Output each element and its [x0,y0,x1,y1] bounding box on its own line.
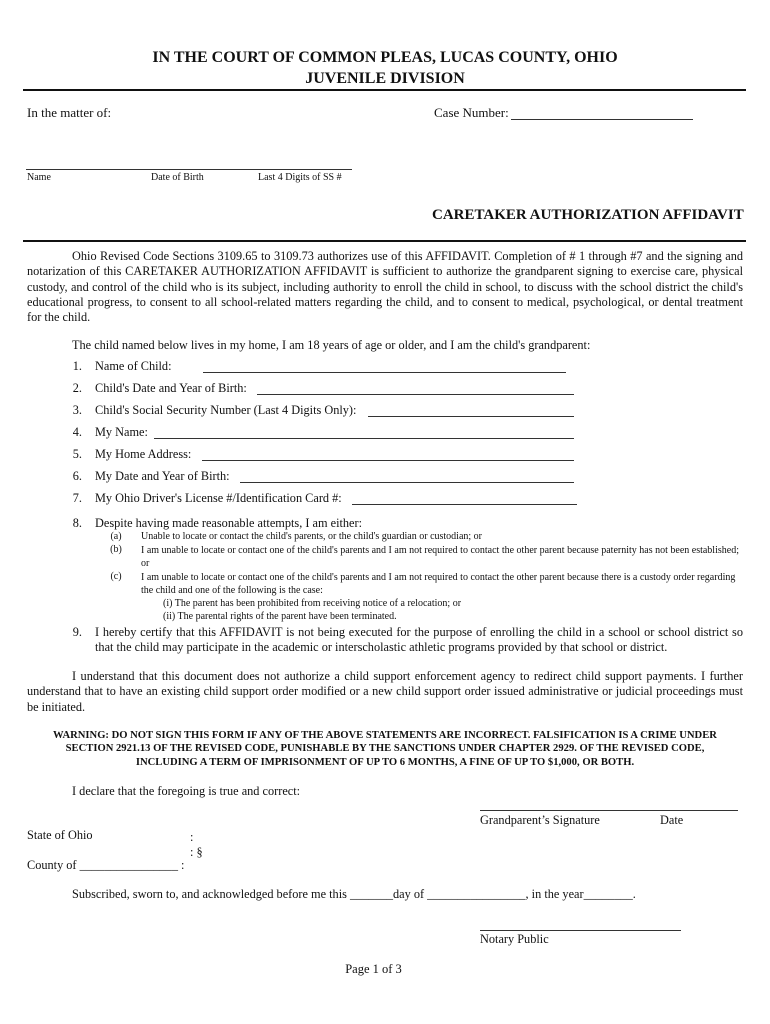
signature-label: Grandparent’s Signature [480,813,600,827]
list-item [50,447,590,469]
item-number: 7. [72,491,82,505]
intro-paragraph: Ohio Revised Code Sections 3109.65 to 3109.73 authorizes use of this AFFIDAVIT. Completion of # 1 through #7 and the signing and notarization of this CARETAKER AUTHORIZATION AFFIDAVIT is sufficient to authorize the grandparent signing to exercise care, physical custody, and control of the child who is its subject, including authority to enroll the child in school, to discuss with the school district the child's educational progress, to consent to all school-related matters regarding the child, and to consent to medical, psychological, or dental treatment for the child. [27,249,743,325]
item9-text: I hereby certify that this AFFIDAVIT is not being executed for the purpose of enrolling the child in a school or school district so that the child may participate in the academic or interscholastic athletic programs provided by that school or district. [95,625,743,655]
subscribed-statement: Subscribed, sworn to, and acknowledged before me this _______day of ________________, in the year________. [72,887,636,901]
list-item [50,403,590,425]
option-c-ii: (ii) The parental rights of the parent have been terminated. [163,611,397,622]
item-number: 1. [72,359,82,373]
item-number: 3. [72,403,82,417]
option-a-letter: (a) [110,531,122,542]
item-label: Child's Date and Year of Birth: [95,381,247,395]
warning-notice: WARNING: DO NOT SIGN THIS FORM IF ANY OF THE ABOVE STATEMENTS ARE INCORRECT. FALSIFICATION IS A CRIME UNDER SECTION 2921.13 OF THE REVISED CODE, PUNISHABLE BY THE SANCTIONS UNDER CHAPTER 2929. OF THE REVISED CODE, INCLUDING A TERM OF IMPRISONMENT OF UP TO 6 MONTHS, A FINE OF UP TO $1,000, OR BOTH. [53,730,717,768]
child-ssn-field[interactable] [368,403,574,417]
matter-name-field[interactable] [26,158,352,170]
understand-paragraph: I understand that this document does not authorize a child support enforcement agency to redirect child support payments. I further understand that to have an existing child support order modified or a new child support order issued administrative or judicial proceedings must be initiated. [27,669,743,714]
signature-date-label: Date [660,813,684,827]
form-title: CARETAKER AUTHORIZATION AFFIDAVIT [432,207,744,223]
item-label: My Date and Year of Birth: [95,469,230,483]
case-number-field[interactable] [511,104,693,120]
home-address-field[interactable] [202,447,574,461]
item-number: 8. [72,516,82,530]
item-label: Child's Social Security Number (Last 4 Digits Only): [95,403,357,417]
item-label: My Home Address: [95,447,192,461]
division-name: JUVENILE DIVISION [305,70,465,87]
list-item [50,469,590,491]
state-label: State of Ohio [27,828,93,842]
item-number: 5. [72,447,82,461]
option-b-text: I am unable to locate or contact one of the child's parents and I am not required to contact the other parent because paternity has not been established; or [141,545,739,569]
in-matter-label: In the matter of: [27,105,112,120]
item-number: 2. [72,381,82,395]
court-name: IN THE COURT OF COMMON PLEAS, LUCAS COUNTY, OHIO [152,49,618,66]
option-c-i: (i) The parent has been prohibited from receiving notice of a relocation; or [163,598,462,609]
name-label: Name [27,172,51,183]
my-name-field[interactable] [154,425,574,439]
child-name-field[interactable] [203,359,566,373]
list-item [50,359,590,381]
item-label: My Name: [95,425,148,439]
item-number: 4. [72,425,82,439]
item-label: My Ohio Driver's License #/Identification Card #: [95,491,342,505]
venue-colon: : [190,830,194,844]
option-c-text: I am unable to locate or contact one of the child's parents and I am not required to contact the other parent because there is a custody order regarding the child and one of the following is the case: [141,572,736,596]
my-dob-field[interactable] [240,469,574,483]
venue-section: : § [190,845,203,859]
list-item [50,491,590,513]
child-statement: The child named below lives in my home, I am 18 years of age or older, and I am the child's grandparent: [72,338,591,352]
option-b-letter: (b) [110,544,122,555]
item-number: 9. [72,625,82,639]
option-a-text: Unable to locate or contact the child's parents, or the child's guardian or custodian; or [141,531,482,542]
page-number: Page 1 of 3 [345,962,402,976]
list-item [50,425,590,447]
header-rule [23,89,746,91]
ssn-label: Last 4 Digits of SS # [258,172,342,183]
county-line: County of ________________ : [27,858,185,872]
option-c-letter: (c) [110,571,122,582]
declare-statement: I declare that the foregoing is true and correct: [72,784,301,798]
license-id-field[interactable] [352,491,577,505]
notary-label: Notary Public [480,932,549,946]
items-list [50,359,590,513]
notary-signature-field[interactable] [480,918,681,931]
item-number: 6. [72,469,82,483]
dob-label: Date of Birth [151,172,204,183]
list-item [50,381,590,403]
item8-label: Despite having made reasonable attempts, I am either: [95,516,363,530]
signature-field[interactable] [480,798,738,811]
item-label: Name of Child: [95,359,172,373]
child-dob-field[interactable] [257,381,574,395]
case-number-label: Case Number: [434,105,509,120]
title-rule [23,240,746,242]
